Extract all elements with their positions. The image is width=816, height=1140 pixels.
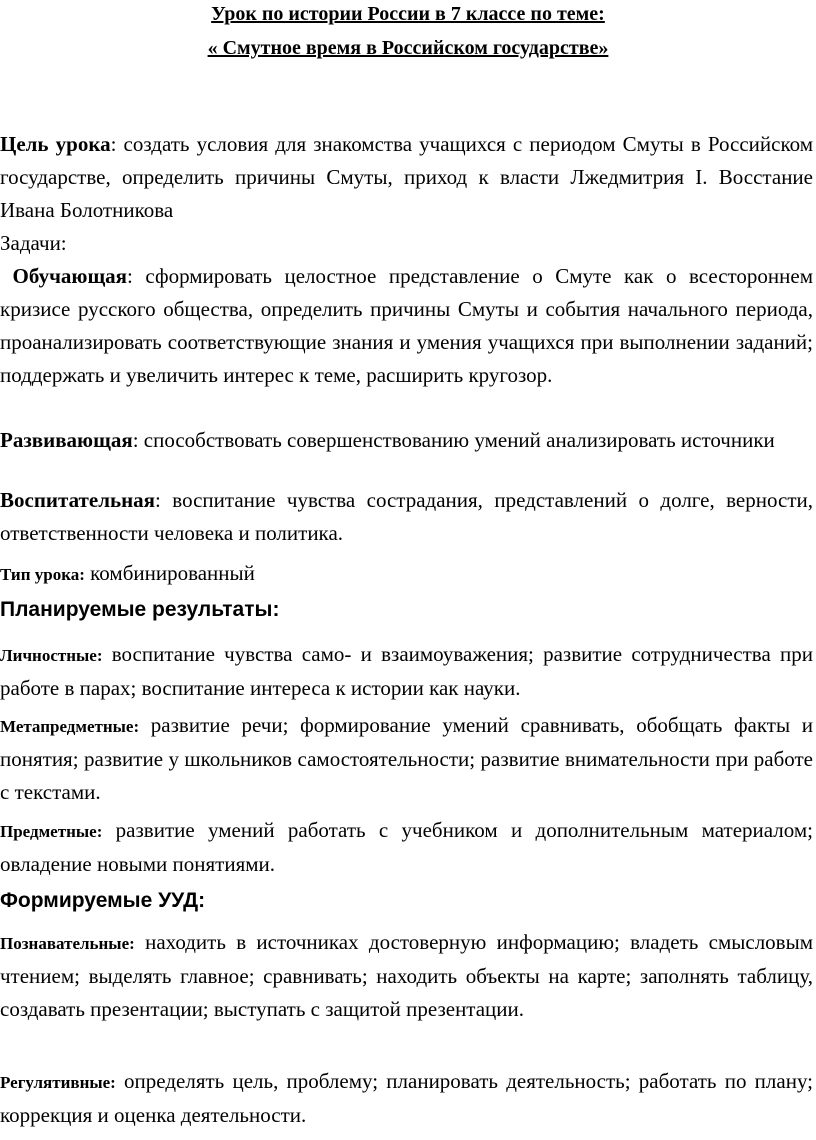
- teaching-text: : сформировать целостное представление о Смуте как о всестороннем кризисе русского общества, определить причины Смуты и события начального периода, проанализировать соответствующие знания и умения учащихся при выполнении заданий; поддержать и увеличить интерес к теме, расширить кругозор.: [0, 264, 814, 387]
- goal-text: : создать условия для знакомства учащихся с периодом Смуты в Российском государстве, определить причины Смуты, приход к власти Лжедмитрия I. Восстание Ивана Болотникова: [0, 132, 813, 222]
- cognitive-paragraph: [0, 926, 813, 1026]
- teaching-paragraph: [0, 260, 813, 392]
- lesson-type-line: [0, 557, 255, 591]
- title-line-2: « Смутное время в Российском государстве»: [207, 37, 609, 59]
- developing-paragraph: [0, 424, 813, 457]
- cognitive-text: находить в источниках достоверную информацию; владеть смысловым чтением; выделять главное; сравнивать; находить объекты на карте; заполнять таблицу, создавать презентации; выступать с защитой презентации.: [0, 930, 813, 1021]
- metasubject-text: развитие речи; формирование умений сравнивать, обобщать факты и понятия; развитие у школьников самостоятельности; развитие внимательности при работе с текстами.: [0, 713, 813, 804]
- regulatory-paragraph: [0, 1065, 813, 1132]
- subject-paragraph: [0, 814, 813, 881]
- goal-label: Цель урока: [0, 132, 111, 156]
- developing-text: : способствовать совершенствованию умений анализировать источники: [132, 428, 775, 452]
- title-line-1: Урок по истории России в 7 классе по теме:: [211, 3, 605, 25]
- goal-paragraph: [0, 128, 813, 227]
- tasks-heading: Задачи:: [0, 231, 67, 255]
- educational-paragraph: [0, 484, 813, 550]
- educational-label: Воспитательная: [0, 488, 156, 512]
- uud-heading: Формируемые УУД:: [0, 889, 206, 912]
- regulatory-text: определять цель, проблему; планировать деятельность; работать по плану; коррекция и оценка деятельности.: [0, 1069, 813, 1127]
- metasubject-paragraph: [0, 709, 813, 809]
- teaching-label: Обучающая: [12, 264, 128, 288]
- lesson-type-label: Тип урока:: [0, 565, 85, 584]
- subject-label: Предметные:: [0, 822, 103, 841]
- personal-text: воспитание чувства само- и взаимоуважения; развитие сотрудничества при работе в парах; воспитание интереса к истории как науки.: [0, 642, 813, 700]
- cognitive-label: Познавательные:: [0, 934, 135, 953]
- personal-paragraph: [0, 638, 813, 705]
- regulatory-label: Регулятивные:: [0, 1073, 116, 1092]
- personal-label: Личностные:: [0, 646, 103, 665]
- educational-text: : воспитание чувства сострадания, представлений о долге, верности, ответственности человека и политика.: [0, 488, 813, 545]
- planned-results-heading: Планируемые результаты:: [0, 598, 280, 621]
- subject-text: развитие умений работать с учебником и дополнительным материалом; овладение новыми понятиями.: [0, 818, 813, 876]
- developing-label: Развивающая: [0, 428, 133, 452]
- metasubject-label: Метапредметные:: [0, 717, 140, 736]
- lesson-type-text: комбинированный: [84, 561, 255, 585]
